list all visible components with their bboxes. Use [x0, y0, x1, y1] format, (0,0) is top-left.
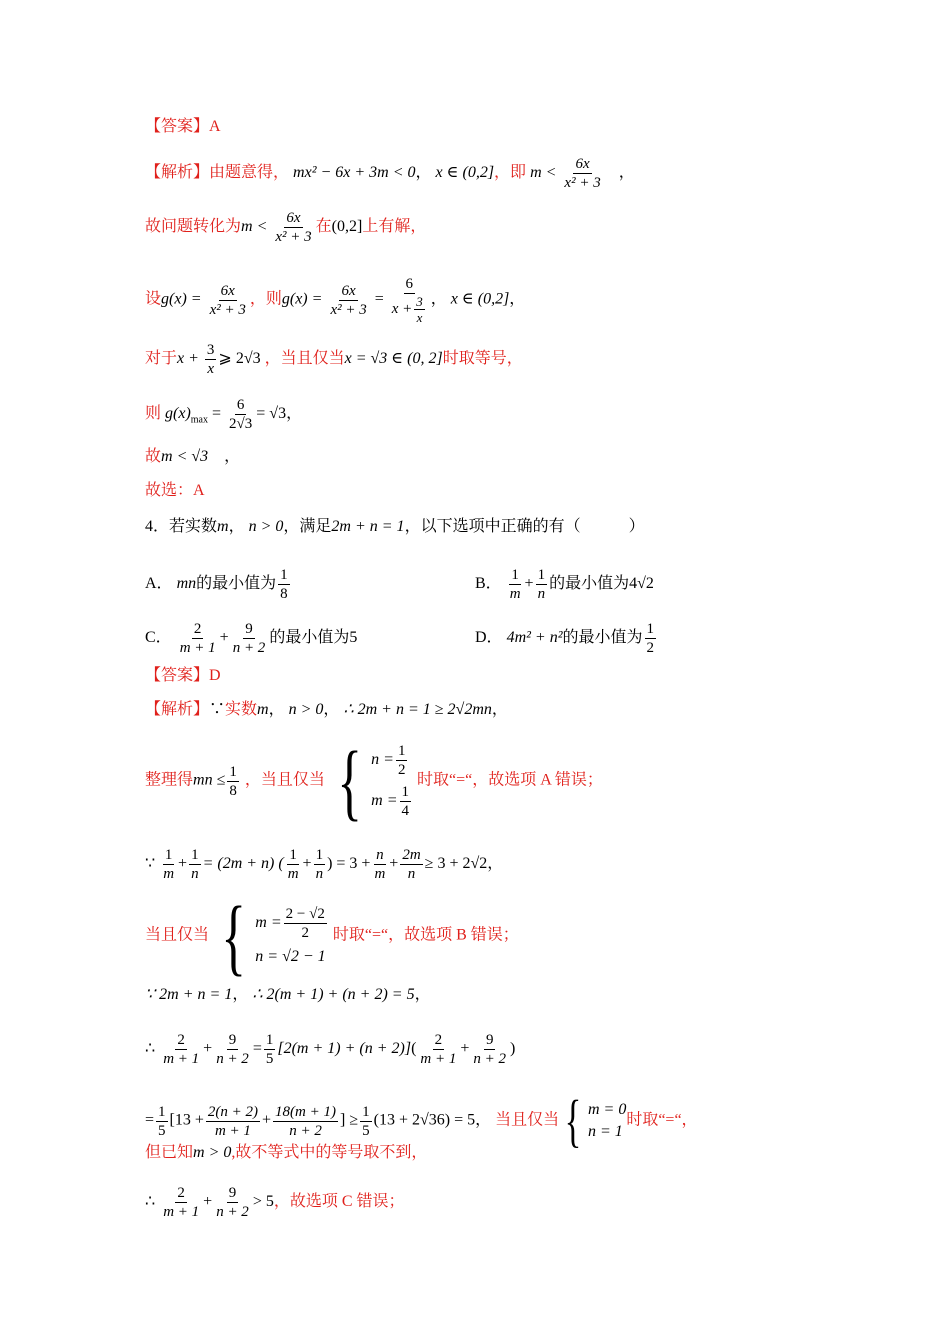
math-text: mn ≤	[193, 771, 226, 789]
domain: x ∈ (0,2]	[450, 290, 510, 308]
analysis-line-4	[145, 341, 523, 378]
answer-value: D	[209, 667, 221, 684]
fraction	[286, 846, 301, 883]
analysis-line-7	[145, 480, 205, 502]
numerator: 2(n + 2)	[207, 1103, 259, 1120]
fraction	[264, 1031, 276, 1068]
denominator: 5	[265, 1051, 274, 1067]
analysis2-line-5: ∵ 2m + n = 1， ∴ 2(m + 1) + (n + 2) = 5，	[145, 986, 431, 1003]
analysis-text: 由题意得，	[209, 164, 290, 182]
math-text: m =	[371, 792, 398, 810]
denominator: 5	[362, 1122, 370, 1139]
denominator: m + 1	[163, 1204, 200, 1220]
analysis-text: 故问题转化为	[145, 218, 242, 236]
math-text: x +	[391, 300, 413, 317]
math-text: m <	[530, 164, 557, 182]
analysis-label: 【解析】	[145, 164, 210, 182]
answer-label: 【答案】	[145, 118, 210, 135]
numerator: 2	[177, 1032, 185, 1048]
denominator: m + 1	[179, 640, 216, 656]
numerator: 6x	[220, 282, 235, 299]
analysis-text: ，则	[249, 290, 282, 308]
fraction	[360, 1103, 372, 1140]
numerator: 1	[315, 847, 324, 863]
fraction	[206, 1103, 260, 1140]
analysis-text: 上有解，	[362, 218, 427, 236]
math-text: 5	[349, 629, 358, 647]
analysis-text: 对于	[145, 350, 178, 368]
question-text: ，以下选项中正确的有（ ）	[404, 518, 645, 535]
numerator: 6	[236, 397, 245, 413]
denominator: m	[374, 866, 386, 882]
fraction	[161, 1031, 201, 1068]
analysis2-line-1: 【解析】∵实数m， n > 0， ∴ 2m + n = 1 ≥ 2√2mn，	[145, 701, 508, 718]
fraction	[231, 620, 268, 657]
analysis2-line-3: ∵ $\frac{1}{m}$ + $\frac{1}{n}$ = (2m + n) ( $\frac{1}{m}$ + $\frac{1}{n}$ ) = 3 + $\frac{n}{m}$ + $\frac{2m}{n}$ ≥ 3 + 2√2，	[145, 847, 504, 882]
numerator: 1	[397, 743, 406, 759]
fraction	[205, 341, 217, 378]
denominator: 2	[301, 924, 309, 941]
math-text: =	[374, 290, 384, 308]
fraction	[178, 620, 218, 657]
numerator: 1	[229, 763, 237, 780]
analysis-line-1: 【解析】由题意得， mx² − 6x + 3m < 0， x ∈ (0,2]，即 m < $\frac{6x}{\text{x² + 3}}$ ，	[145, 156, 635, 191]
math-text: ∵	[145, 855, 156, 873]
analysis-text: ，故选项 C 错误；	[273, 1193, 405, 1211]
denominator: 8	[280, 586, 288, 602]
analysis-text: ，即	[494, 164, 527, 182]
math-text: [13 +	[169, 1111, 204, 1129]
denominator: 8	[229, 782, 237, 799]
left-brace: {	[337, 733, 362, 829]
math-text: ) = 3 +	[327, 855, 371, 873]
math-text: ∴	[145, 1193, 156, 1211]
numerator: 2	[177, 1185, 185, 1201]
numerator: 9	[245, 621, 253, 637]
analysis-text: 当且仅当	[145, 926, 210, 944]
inequality: mx² − 6x + 3m < 0	[293, 164, 416, 182]
numerator: n	[376, 847, 384, 863]
math-text: m <	[241, 218, 268, 236]
inner-fraction	[414, 294, 425, 325]
math-text: ] ≥	[340, 1111, 359, 1129]
math-text: g(x) =	[161, 290, 202, 308]
denominator: m + 1	[420, 1051, 457, 1067]
denominator: m	[287, 866, 299, 882]
denominator: 2	[397, 762, 406, 778]
question-number: 4．若实数	[145, 518, 218, 535]
math-text: 4m² + n²	[506, 629, 563, 647]
fraction	[390, 275, 429, 325]
case-row: m = 0	[587, 1101, 627, 1118]
numerator: 9	[228, 1185, 237, 1201]
analysis-text: ，当且仅当	[264, 350, 345, 368]
analysis2-line-9: ∴ $\frac{2}{m + 1}$ + $\frac{9}{n + 2}$ > 5，故选项 C 错误；	[145, 1185, 405, 1220]
subscript: max	[190, 414, 208, 426]
answer-line-1	[145, 116, 221, 138]
fraction	[471, 1031, 508, 1068]
case-system	[559, 1088, 627, 1153]
denominator: n	[407, 866, 416, 882]
denominator: n + 2	[232, 640, 266, 656]
numerator: 1	[537, 567, 546, 583]
analysis-text: 设	[145, 290, 162, 308]
denominator: 2√3	[229, 416, 253, 432]
numerator: 1	[362, 1103, 370, 1120]
option-b	[475, 566, 654, 603]
fraction	[314, 846, 326, 883]
option-a	[145, 566, 292, 603]
numerator: 3	[416, 294, 423, 309]
case-row	[255, 905, 329, 942]
analysis-text: 整理得	[145, 771, 194, 789]
answer-line-2	[145, 665, 221, 687]
math-text: > 5	[252, 1193, 274, 1211]
math-text: =	[145, 1111, 155, 1129]
analysis-text: 时取“=“，	[626, 1111, 698, 1129]
denominator: n + 2	[216, 1051, 249, 1067]
fraction	[328, 282, 368, 319]
left-brace: {	[564, 1088, 582, 1153]
numerator: 9	[485, 1032, 494, 1048]
math-text: = (2m + n) (	[202, 855, 284, 873]
denominator: n	[315, 866, 324, 882]
denominator: m + 1	[214, 1122, 251, 1139]
fraction	[396, 742, 408, 779]
math-text: [2(m + 1) + (n + 2)]	[277, 1040, 412, 1058]
numerator: 1	[280, 567, 288, 583]
math-text: n =	[371, 751, 394, 769]
fraction	[161, 1184, 201, 1221]
fraction	[278, 566, 290, 603]
fraction	[418, 1031, 458, 1068]
math-text: 4√2	[629, 575, 654, 593]
option-label: C．	[145, 629, 172, 647]
denominator: x² + 3	[564, 175, 601, 191]
numerator: 1	[289, 847, 297, 863]
math-text: x +	[177, 350, 199, 368]
numerator: 1	[265, 1032, 274, 1048]
denominator: n + 2	[289, 1122, 322, 1139]
math-text: m =	[255, 913, 282, 931]
denominator: 5	[158, 1122, 166, 1139]
numerator: 1	[164, 847, 173, 863]
denominator: m + 1	[163, 1051, 200, 1067]
denominator: 2	[646, 640, 655, 656]
analysis-line-2	[145, 209, 426, 246]
fraction	[273, 1103, 338, 1140]
analysis2-line-6: ∴ $\frac{2}{m + 1}$ + $\frac{9}{n + 2}$ = $\frac{1}{5}$ [2(m + 1) + (n + 2)]( $\frac{2}{m + 1}$ + $\frac{9}{n + 2}$ )	[145, 1032, 516, 1067]
analysis-text: 则	[145, 405, 162, 423]
fraction	[372, 846, 387, 883]
analysis-text: 但已知	[145, 1144, 194, 1161]
analysis-text: 实数	[225, 701, 258, 718]
analysis-line-6: 故m < √3 ，	[145, 448, 241, 465]
numerator: 2	[193, 621, 202, 637]
fraction	[536, 566, 548, 603]
denominator	[390, 294, 429, 325]
left-brace: {	[221, 888, 247, 984]
fraction	[189, 846, 201, 883]
fraction	[156, 1103, 168, 1140]
denominator: n + 2	[216, 1204, 249, 1220]
denominator: n	[191, 866, 199, 882]
math-text: n > 0	[248, 518, 284, 535]
analysis-text: ，当且仅当	[244, 771, 325, 789]
numerator: 3	[206, 342, 215, 358]
fraction	[645, 620, 657, 657]
option-text: 的最小值为	[196, 575, 277, 593]
numerator: 6x	[575, 156, 590, 172]
denominator: x	[207, 361, 214, 377]
analysis-text: ,故不等式中的等号取不到，	[231, 1144, 428, 1161]
numerator: 6x	[341, 282, 356, 299]
math-text: =	[252, 1040, 262, 1058]
denominator: x² + 3	[209, 301, 246, 318]
fraction	[273, 209, 313, 246]
analysis2-line-7: = $\frac{1}{5}$ [13 + $\frac{2(n + 2)}{m + 1}$ + $\frac{18(m + 1)}{n + 2}$ ] ≥ $\frac{1}{5}$ (13 + 2√36) = 5， 当且仅当 { m = 0 n = 1 时取“=“，	[145, 1088, 698, 1153]
numerator: 6x	[286, 210, 301, 226]
fraction	[508, 566, 523, 603]
analysis2-line-2	[145, 733, 603, 829]
case-row	[371, 742, 413, 779]
fraction	[214, 1031, 251, 1068]
math-text: 2m + n = 1	[331, 518, 405, 535]
math-text: = √3	[256, 405, 287, 423]
case-system	[213, 888, 329, 984]
fraction	[161, 846, 176, 883]
math-text: g(x) =	[281, 290, 323, 308]
numerator: 9	[228, 1032, 237, 1048]
denominator: x	[416, 310, 423, 325]
fraction	[284, 905, 327, 942]
analysis-text: 时取“=“，故选项 B 错误；	[332, 926, 519, 944]
fraction	[208, 282, 248, 319]
math-text: m < √3	[161, 448, 209, 465]
analysis-text: 时取等号，	[442, 350, 523, 368]
case-row: n = √2 − 1	[255, 947, 326, 965]
analysis2-line-4	[145, 888, 519, 984]
math-text: ⩾ 2√3	[218, 350, 261, 368]
numerator: 1	[646, 621, 655, 637]
numerator: 2	[434, 1032, 443, 1048]
interval: (0,2]	[331, 218, 363, 236]
analysis-label: 【解析】	[145, 701, 210, 718]
answer-value: A	[209, 118, 221, 135]
numerator: 1	[158, 1103, 166, 1120]
denominator: x² + 3	[330, 301, 367, 318]
denominator: m	[509, 586, 521, 602]
math-text: m > 0	[193, 1144, 232, 1161]
math-text: ∵ 2m + n = 1	[145, 986, 233, 1003]
denominator: n	[537, 586, 546, 602]
numerator: 1	[401, 784, 410, 800]
fraction	[227, 396, 254, 433]
fraction	[227, 763, 239, 800]
math-text: ∴	[145, 1040, 156, 1058]
option-c	[145, 620, 357, 657]
case-system	[329, 733, 413, 829]
math-text: +	[219, 629, 229, 647]
math-text: +	[524, 575, 534, 593]
fraction	[400, 783, 412, 820]
analysis-text: 时取“=“，故选项 A 错误；	[417, 771, 603, 789]
math-text: =	[212, 405, 222, 423]
math-text: ≥ 3 + 2√2	[424, 855, 488, 873]
analysis2-line-8	[145, 1142, 427, 1164]
math-text: m	[257, 701, 269, 718]
denominator: m	[163, 866, 175, 882]
case-row	[371, 783, 413, 820]
math-text: g(x)	[165, 405, 191, 423]
math-text: ∴ 2(m + 1) + (n + 2) = 5	[252, 986, 415, 1003]
numerator: 2m	[402, 847, 421, 863]
option-d	[475, 620, 658, 657]
numerator: 18(m + 1)	[275, 1103, 336, 1120]
denominator: x² + 3	[275, 229, 312, 245]
numerator: 1	[191, 847, 199, 863]
option-label: B．	[475, 575, 502, 593]
numerator: 1	[511, 567, 519, 583]
case-row: n = 1	[587, 1123, 623, 1140]
math-text: (13 + 2√36) = 5	[373, 1111, 476, 1129]
domain: x ∈ (0,2]	[435, 164, 495, 182]
analysis-line-5: 则 $g(x)_{max}$ = $\frac{6}{2√3}$ = √3，	[145, 397, 303, 432]
final-choice: 故选：A	[145, 482, 205, 499]
math-text: ∵	[209, 701, 226, 718]
option-text: 的最小值为	[549, 575, 630, 593]
question-text: ，满足	[283, 518, 332, 535]
question-stem: 4．若实数m， n > 0，满足2m + n = 1，以下选项中正确的有（ ）	[145, 518, 645, 535]
option-text: 的最小值为	[562, 629, 643, 647]
numerator: 2 − √2	[285, 905, 325, 922]
fraction	[400, 846, 422, 883]
analysis-line-3: 设g(x) = $\frac{6x}{\text{x² + 3}}$ ，则g(x) = $\frac{6x}{\text{x² + 3}}$ = 6 x + $\frac{3}{x}$ ， x ∈ (0,2]，	[145, 276, 526, 325]
option-label: A．	[145, 575, 173, 593]
fraction	[562, 155, 602, 192]
denominator: 4	[401, 803, 410, 819]
math-text: mn	[176, 575, 197, 593]
option-text: 的最小值为	[269, 629, 350, 647]
math-text: n > 0	[288, 701, 324, 718]
fraction	[214, 1184, 251, 1221]
answer-label: 【答案】	[145, 667, 210, 684]
analysis-text: 故	[145, 448, 162, 465]
analysis-text: 在	[315, 218, 332, 236]
math-text: m	[217, 518, 229, 535]
analysis-text: 当且仅当	[495, 1111, 560, 1129]
math-text: ∴ 2m + n = 1 ≥ 2√2mn	[343, 701, 492, 718]
numerator: 6	[405, 276, 414, 292]
denominator: n + 2	[473, 1051, 507, 1067]
option-label: D．	[475, 629, 503, 647]
math-text: x = √3 ∈ (0, 2]	[344, 350, 443, 368]
